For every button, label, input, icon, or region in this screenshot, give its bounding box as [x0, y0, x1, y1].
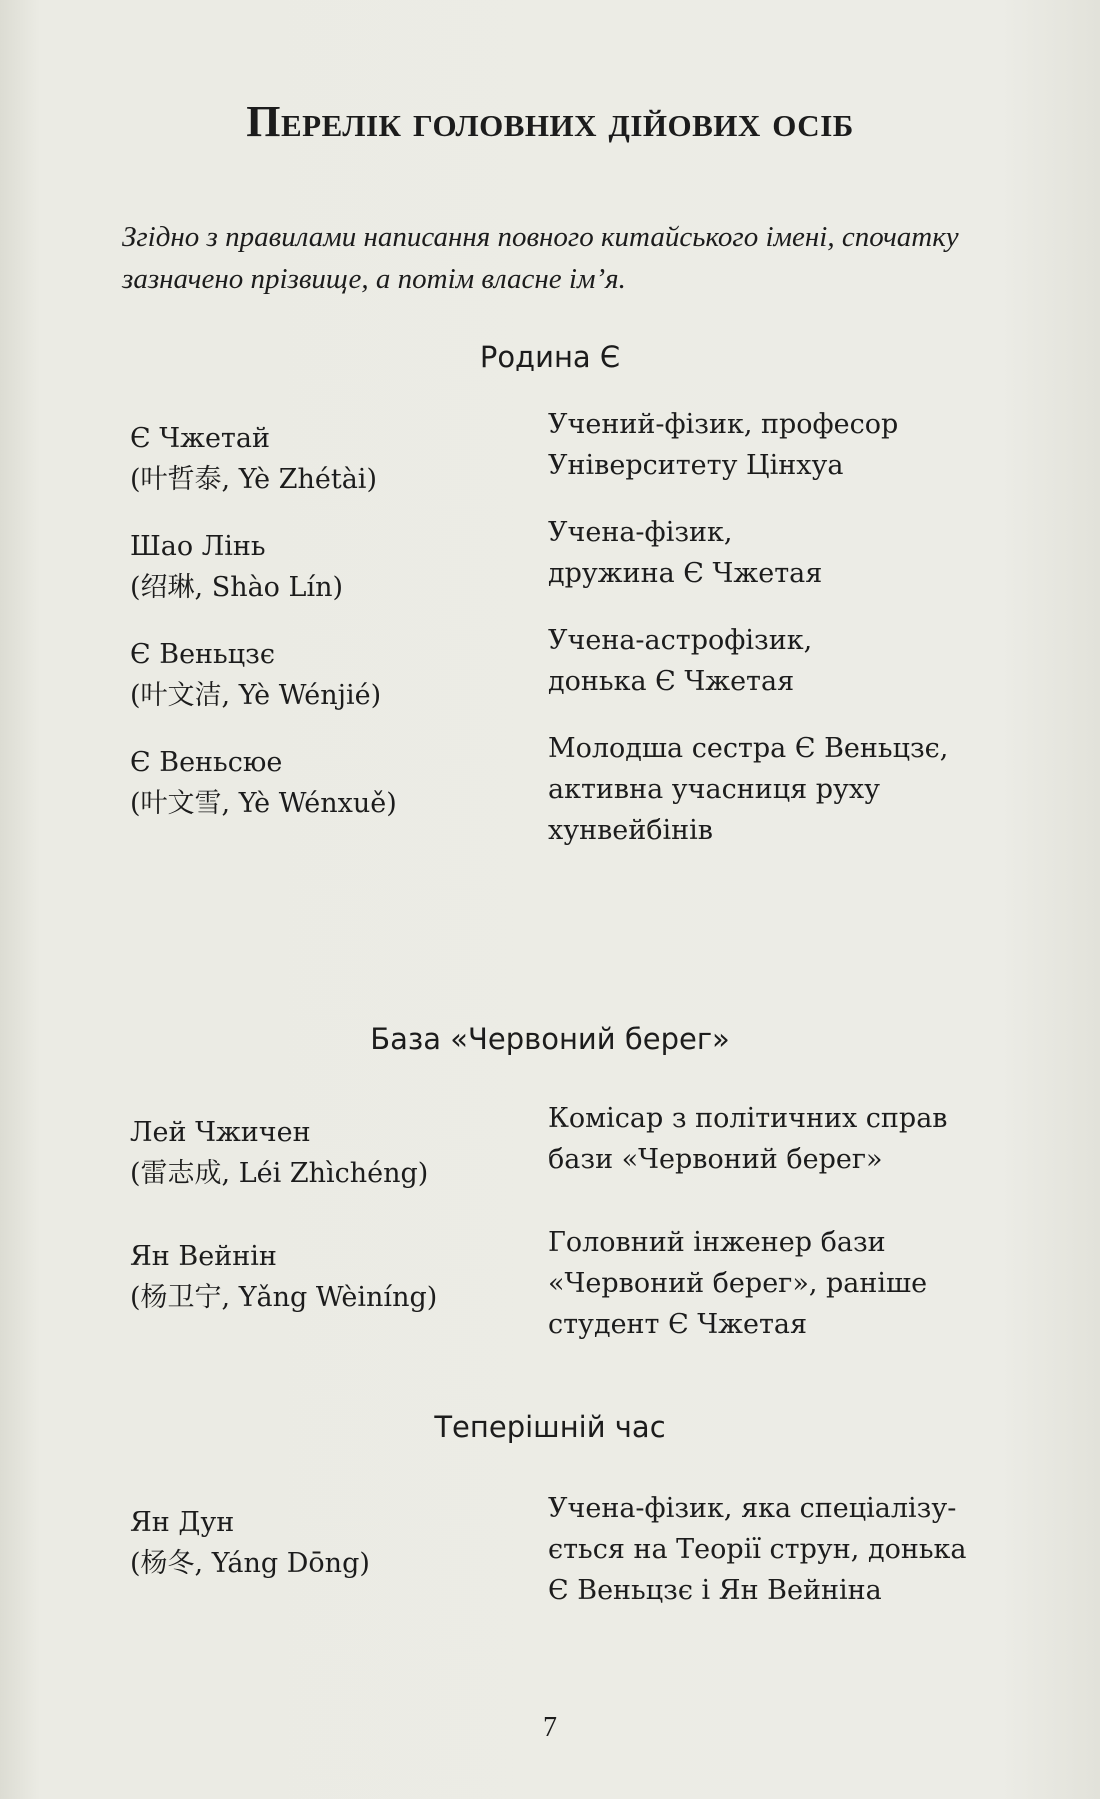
description-line: Головний інженер бази: [548, 1227, 886, 1258]
description-line: Учений-фізик, професор: [548, 409, 899, 440]
description-line: Є Веньцзє і Ян Вейніна: [548, 1575, 882, 1606]
character-name: Є Чжетай: [130, 423, 270, 454]
character-description: [548, 728, 1028, 851]
character-native-name: (叶文雪, Yè Wénxuě): [130, 788, 397, 819]
description-line: активна учасниця руху: [548, 774, 880, 805]
character-name-block: [130, 634, 530, 716]
character-name: Ян Вейнін: [130, 1241, 277, 1272]
character-description: [548, 404, 1028, 486]
description-line: Учена-фізик, яка спеціалізу-: [548, 1493, 957, 1524]
character-native-name: (绍琳, Shào Lín): [130, 572, 344, 603]
section-heading-present-day: Теперішній час: [434, 1410, 666, 1444]
character-name-block: [130, 1502, 530, 1584]
character-native-name: (雷志成, Léi Zhìchéng): [130, 1158, 429, 1189]
character-native-name: (叶哲泰, Yè Zhétài): [130, 464, 377, 495]
description-line: Учена-фізик,: [548, 517, 733, 548]
description-line: Учена-астрофізик,: [548, 625, 813, 656]
character-native-name: (杨冬, Yáng Dōng): [130, 1548, 370, 1579]
character-name-block: [130, 526, 530, 608]
description-line: хунвейбінів: [548, 815, 714, 846]
description-line: дружина Є Чжетая: [548, 558, 823, 589]
character-name-block: [130, 742, 530, 824]
character-name: Лей Чжичен: [130, 1117, 311, 1148]
character-name: Шао Лінь: [130, 531, 266, 562]
character-description: [548, 1222, 1028, 1345]
character-name: Є Веньцзє: [130, 639, 275, 670]
intro-note: Згідно з правилами написання повного китайського імені, спочатку зазначено прізвище, а потім власне ім’я.: [122, 221, 959, 295]
description-line: ється на Теорії струн, донька: [548, 1534, 967, 1565]
character-name-block: [130, 1112, 530, 1194]
character-native-name: (杨卫宁, Yǎng Wèiníng): [130, 1282, 438, 1313]
description-line: донька Є Чжетая: [548, 666, 795, 697]
character-description: [548, 1098, 1028, 1180]
character-name: Є Веньсюе: [130, 747, 283, 778]
description-line: Молодша сестра Є Веньцзє,: [548, 733, 949, 764]
character-name-block: [130, 1236, 530, 1318]
description-line: Університету Цінхуа: [548, 450, 844, 481]
section-heading-family-ye: Родина Є: [479, 340, 621, 374]
description-line: Комісар з політичних справ: [548, 1103, 948, 1134]
character-description: [548, 620, 1028, 702]
section-heading-red-coast-base: База «Червоний берег»: [370, 1022, 730, 1056]
character-description: [548, 1488, 1028, 1611]
page-title: Перелік головних дійових осіб: [246, 97, 854, 146]
page-number: 7: [543, 1712, 557, 1743]
character-name: Ян Дун: [130, 1507, 235, 1538]
character-name-block: [130, 418, 530, 500]
character-description: [548, 512, 1028, 594]
description-line: бази «Червоний берег»: [548, 1144, 883, 1175]
description-line: студент Є Чжетая: [548, 1309, 808, 1340]
character-native-name: (叶文洁, Yè Wénjié): [130, 680, 382, 711]
description-line: «Червоний берег», раніше: [548, 1268, 928, 1299]
